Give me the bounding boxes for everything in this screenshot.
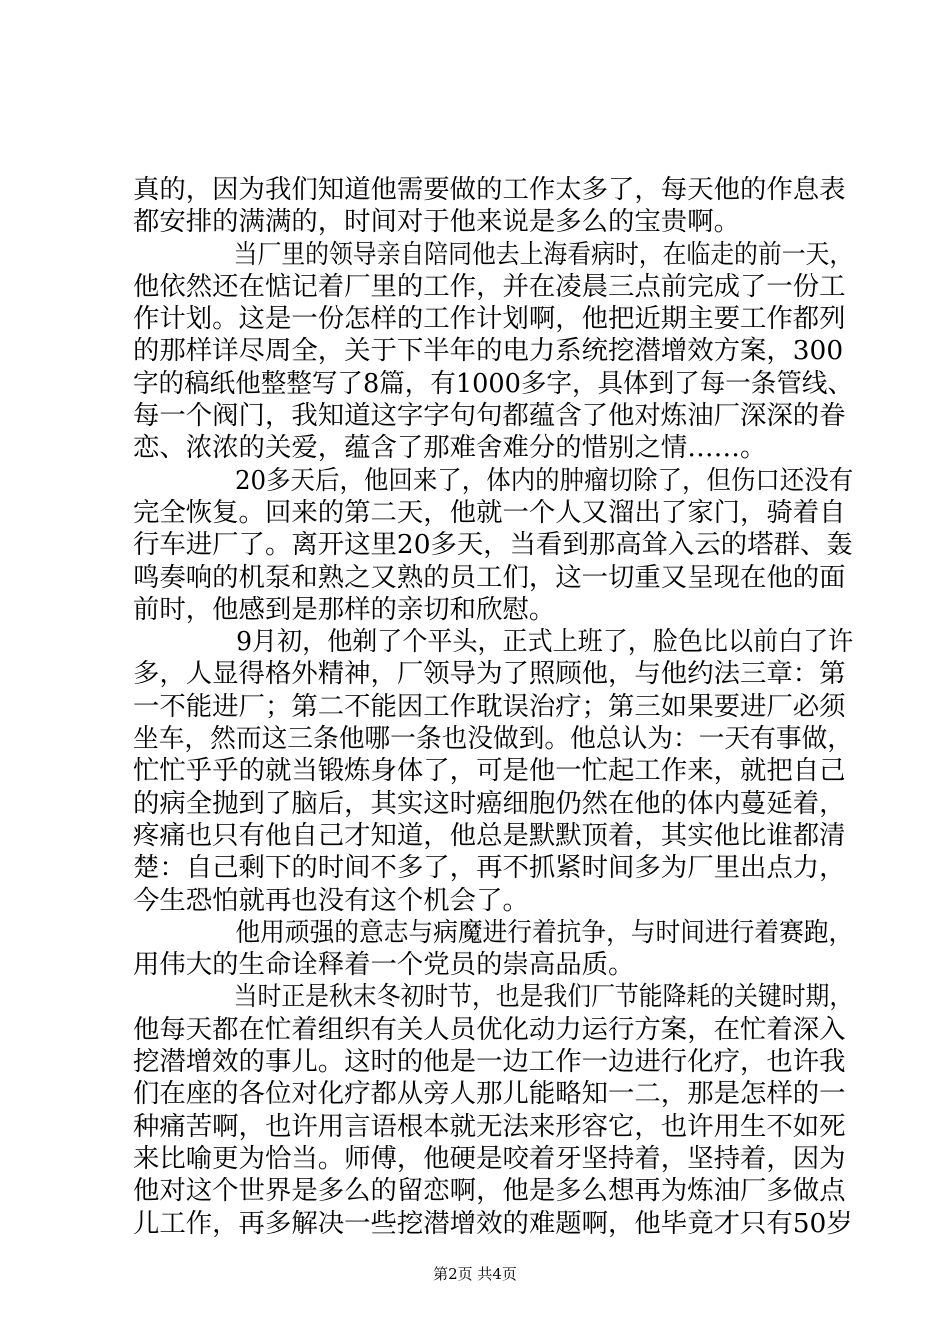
paragraph <box>133 626 853 917</box>
text-line: 鸣奏响的机泵和熟之又熟的员工们，这一切重又呈现在他的面 <box>133 561 846 593</box>
paragraph <box>133 239 853 465</box>
text-line: 疼痛也只有他自己才知道，他总是默默顶着，其实他比谁都清 <box>133 819 846 851</box>
text-line: 20多天后，他回来了，体内的肿瘤切除了，但伤口还没有 <box>234 464 853 496</box>
paragraph <box>133 981 853 1239</box>
text-line: 忙忙乎乎的就当锻炼身体了，可是他一忙起工作来，就把自己 <box>133 755 846 787</box>
text-line: 作计划。这是一份怎样的工作计划啊，他把近期主要工作都列 <box>133 303 846 335</box>
paragraph <box>133 465 853 626</box>
text-line: 当厂里的领导亲自陪同他去上海看病时，在临走的前一天， <box>233 238 853 270</box>
text-line: 他用顽强的意志与病魔进行着抗争，与时间进行着赛跑， <box>235 916 853 948</box>
text-line: 种痛苦啊，也许用言语根本就无法来形容它，也许用生不如死 <box>133 1110 846 1142</box>
text-line: 字的稿纸他整整写了8篇，有1000多字，具体到了每一条管线、 <box>133 367 853 399</box>
text-line: 一不能进厂；第二不能因工作耽误治疗；第三如果要进厂必须 <box>133 690 846 722</box>
text-line: 每一个阀门，我知道这字字句句都蕴含了他对炼油厂深深的眷 <box>133 400 846 432</box>
text-line: 他对这个世界是多么的留恋啊，他是多么想再为炼油厂多做点 <box>133 1175 846 1207</box>
text-line: 恋、浓浓的关爱，蕴含了那难舍难分的惜别之情……。 <box>133 432 767 464</box>
text-line: 的病全抛到了脑后，其实这时癌细胞仍然在他的体内蔓延着， <box>133 787 846 819</box>
body-text <box>133 174 853 1240</box>
text-line: 9月初，他剃了个平头，正式上班了，脸色比以前白了许 <box>235 626 853 658</box>
page-footer: 第2页 共4页 <box>433 1265 517 1283</box>
text-line: 多，人显得格外精神，厂领导为了照顾他，与他约法三章：第 <box>133 658 846 690</box>
text-line: 他依然还在惦记着厂里的工作，并在凌晨三点前完成了一份工 <box>133 270 846 302</box>
text-line: 用伟大的生命诠释着一个党员的崇高品质。 <box>133 949 635 981</box>
text-line: 来比喻更为恰当。师傅，他硬是咬着牙坚持着，坚持着，因为 <box>133 1142 846 1174</box>
text-line: 当时正是秋末冬初时节，也是我们厂节能降耗的关键时期， <box>233 981 853 1013</box>
text-line: 坐车，然而这三条他哪一条也没做到。他总认为：一天有事做， <box>133 723 853 755</box>
text-line: 他每天都在忙着组织有关人员优化动力运行方案，在忙着深入 <box>133 1013 846 1045</box>
text-line: 挖潜增效的事儿。这时的他是一边工作一边进行化疗，也许我 <box>133 1046 846 1078</box>
text-line: 前时，他感到是那样的亲切和欣慰。 <box>133 593 556 625</box>
text-line: 完全恢复。回来的第二天，他就一个人又溜出了家门，骑着自 <box>133 496 846 528</box>
paragraph <box>133 917 853 982</box>
paragraph <box>133 174 853 239</box>
text-line: 真的，因为我们知道他需要做的工作太多了，每天他的作息表 <box>133 174 846 205</box>
text-line: 行车进厂了。离开这里20多天，当看到那高耸入云的塔群、轰 <box>133 529 853 561</box>
text-line: 都安排的满满的，时间对于他来说是多么的宝贵啊。 <box>133 206 740 238</box>
text-line: 楚：自己剩下的时间不多了，再不抓紧时间多为厂里出点力， <box>133 852 846 884</box>
text-line: 儿工作，再多解决一些挖潜增效的难题啊，他毕竟才只有50岁 <box>133 1207 853 1239</box>
text-line: 今生恐怕就再也没有这个机会了。 <box>133 884 529 916</box>
text-line: 的那样详尽周全，关于下半年的电力系统挖潜增效方案，300 <box>133 335 844 367</box>
text-line: 们在座的各位对化疗都从旁人那儿能略知一二，那是怎样的一 <box>133 1078 846 1110</box>
